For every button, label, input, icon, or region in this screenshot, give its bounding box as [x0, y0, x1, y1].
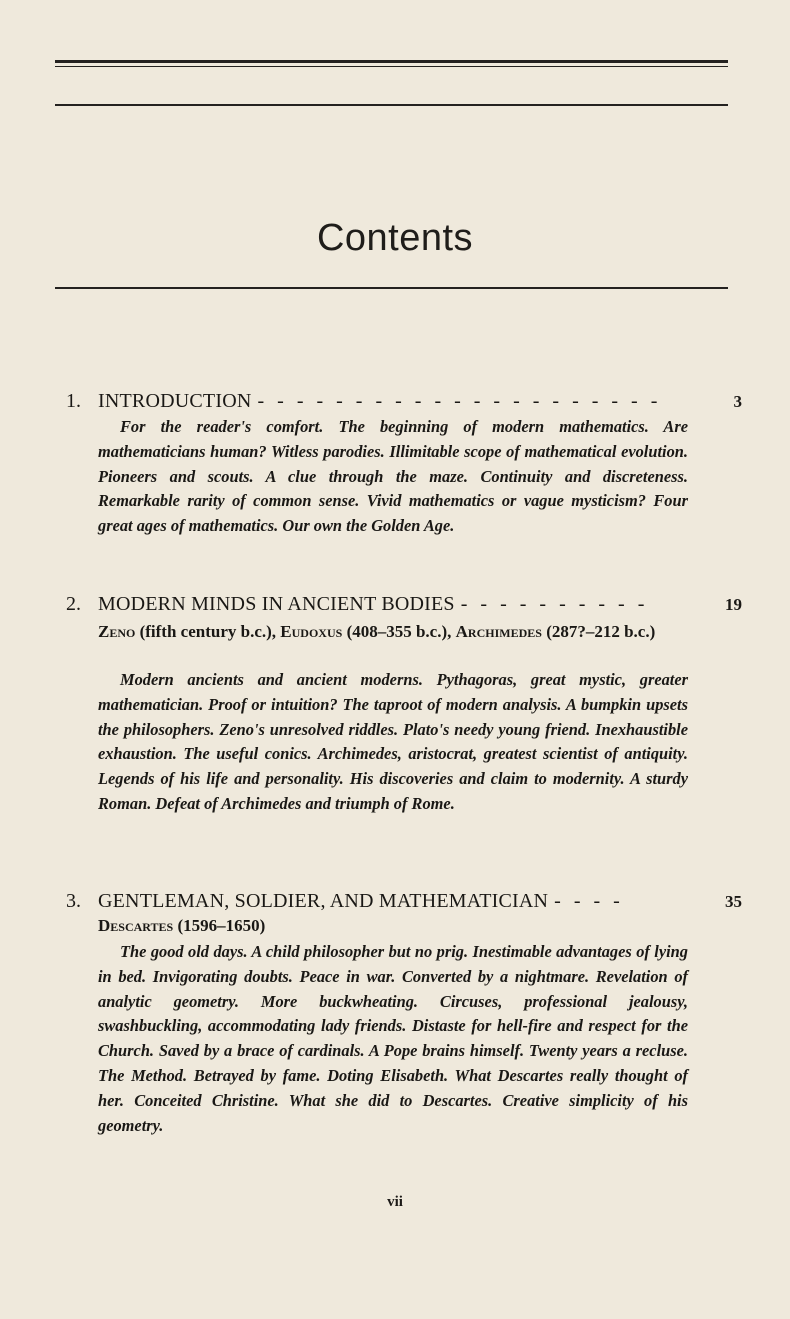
subject-name: Descartes [98, 916, 174, 935]
page-title: Contents [316, 217, 474, 260]
entry-number: 1. [66, 390, 81, 412]
subject-name: Zeno [98, 622, 136, 641]
dot-leader: - - - - - - - - - - [460, 593, 649, 615]
entry-page-number[interactable]: 3 [733, 392, 742, 411]
entry-number: 2. [66, 593, 81, 615]
entry-2-subjects [98, 620, 688, 644]
entry-3-summary: The good old days. A child philosopher but no prig. Inestimable advantages of lying in bed. Invigorating doubts. Peace in war. Converted by a nightmare. Revelation of analytic geometry. More buckwheating. Circuses, professional jealousy, swashbuckling, accommodating lady friends. Distaste for hell-fire and respect for the Church. Saved by a brace of cardinals. A Pope brains himself. Twenty years a recluse. The Method. Betrayed by fame. Doting Elisabeth. What Descartes really thought of her. Conceited Christine. What she did to Descartes. Creative simplicity of his geometry. [98, 942, 688, 1135]
entry-page-number[interactable]: 35 [725, 892, 742, 911]
title-rule [55, 287, 728, 289]
toc-entry-1-heading[interactable] [66, 390, 742, 413]
entry-2-summary: Modern ancients and ancient moderns. Pythagoras, great mystic, greater mathematician. Proof or intuition? The taproot of modern analysis. A bumpkin upsets the philosophers. Zeno's unresolved riddles. Plato's needy young friend. Inexhaustible exhaustion. The useful conics. Archimedes, aristocrat, greatest scientist of antiquity. Legends of his life and personality. His discoveries and claim to modernity. A sturdy Roman. Defeat of Archimedes and triumph of Rome. [98, 670, 688, 813]
header-rule [55, 104, 728, 106]
dot-leader: - - - - - - - - - - - - - - - - - - - - - [257, 390, 662, 412]
entry-title[interactable]: MODERN MINDS IN ANCIENT BODIES [98, 593, 455, 615]
entry-1-summary: For the reader's comfort. The beginning of modern mathematics. Are mathematicians human? Witless parodies. Illimitable scope of mathematical evolution. Pioneers and scouts. A clue through the maze. Continuity and discreteness. Remarkable rarity of common sense. Vivid mathematics or vague mysticism? Four great ages of mathematics. Our own the Golden Age. [98, 417, 688, 536]
dot-leader: - - - - [554, 890, 624, 912]
entry-page-number[interactable]: 19 [725, 595, 742, 614]
top-rule-thick [55, 60, 728, 63]
entry-number: 3. [66, 890, 81, 912]
top-rule-thin [55, 66, 728, 67]
subject-name: Eudoxus [280, 622, 343, 641]
subject-name: Archimedes [455, 622, 542, 641]
subject-dates: (287?–212 b.c.) [546, 622, 656, 641]
subject-dates: (fifth century b.c.), [139, 622, 277, 641]
subject-dates: (408–355 b.c.), [346, 622, 452, 641]
subject-dates: (1596–1650) [177, 916, 266, 935]
entry-title[interactable]: GENTLEMAN, SOLDIER, AND MATHEMATICIAN [98, 890, 549, 912]
entry-title[interactable]: INTRODUCTION [98, 390, 252, 412]
folio-page-number: vii [387, 1194, 403, 1210]
toc-entry-3-heading[interactable] [66, 890, 742, 913]
entry-3-subjects [98, 914, 688, 938]
toc-entry-2-heading[interactable] [66, 593, 742, 616]
